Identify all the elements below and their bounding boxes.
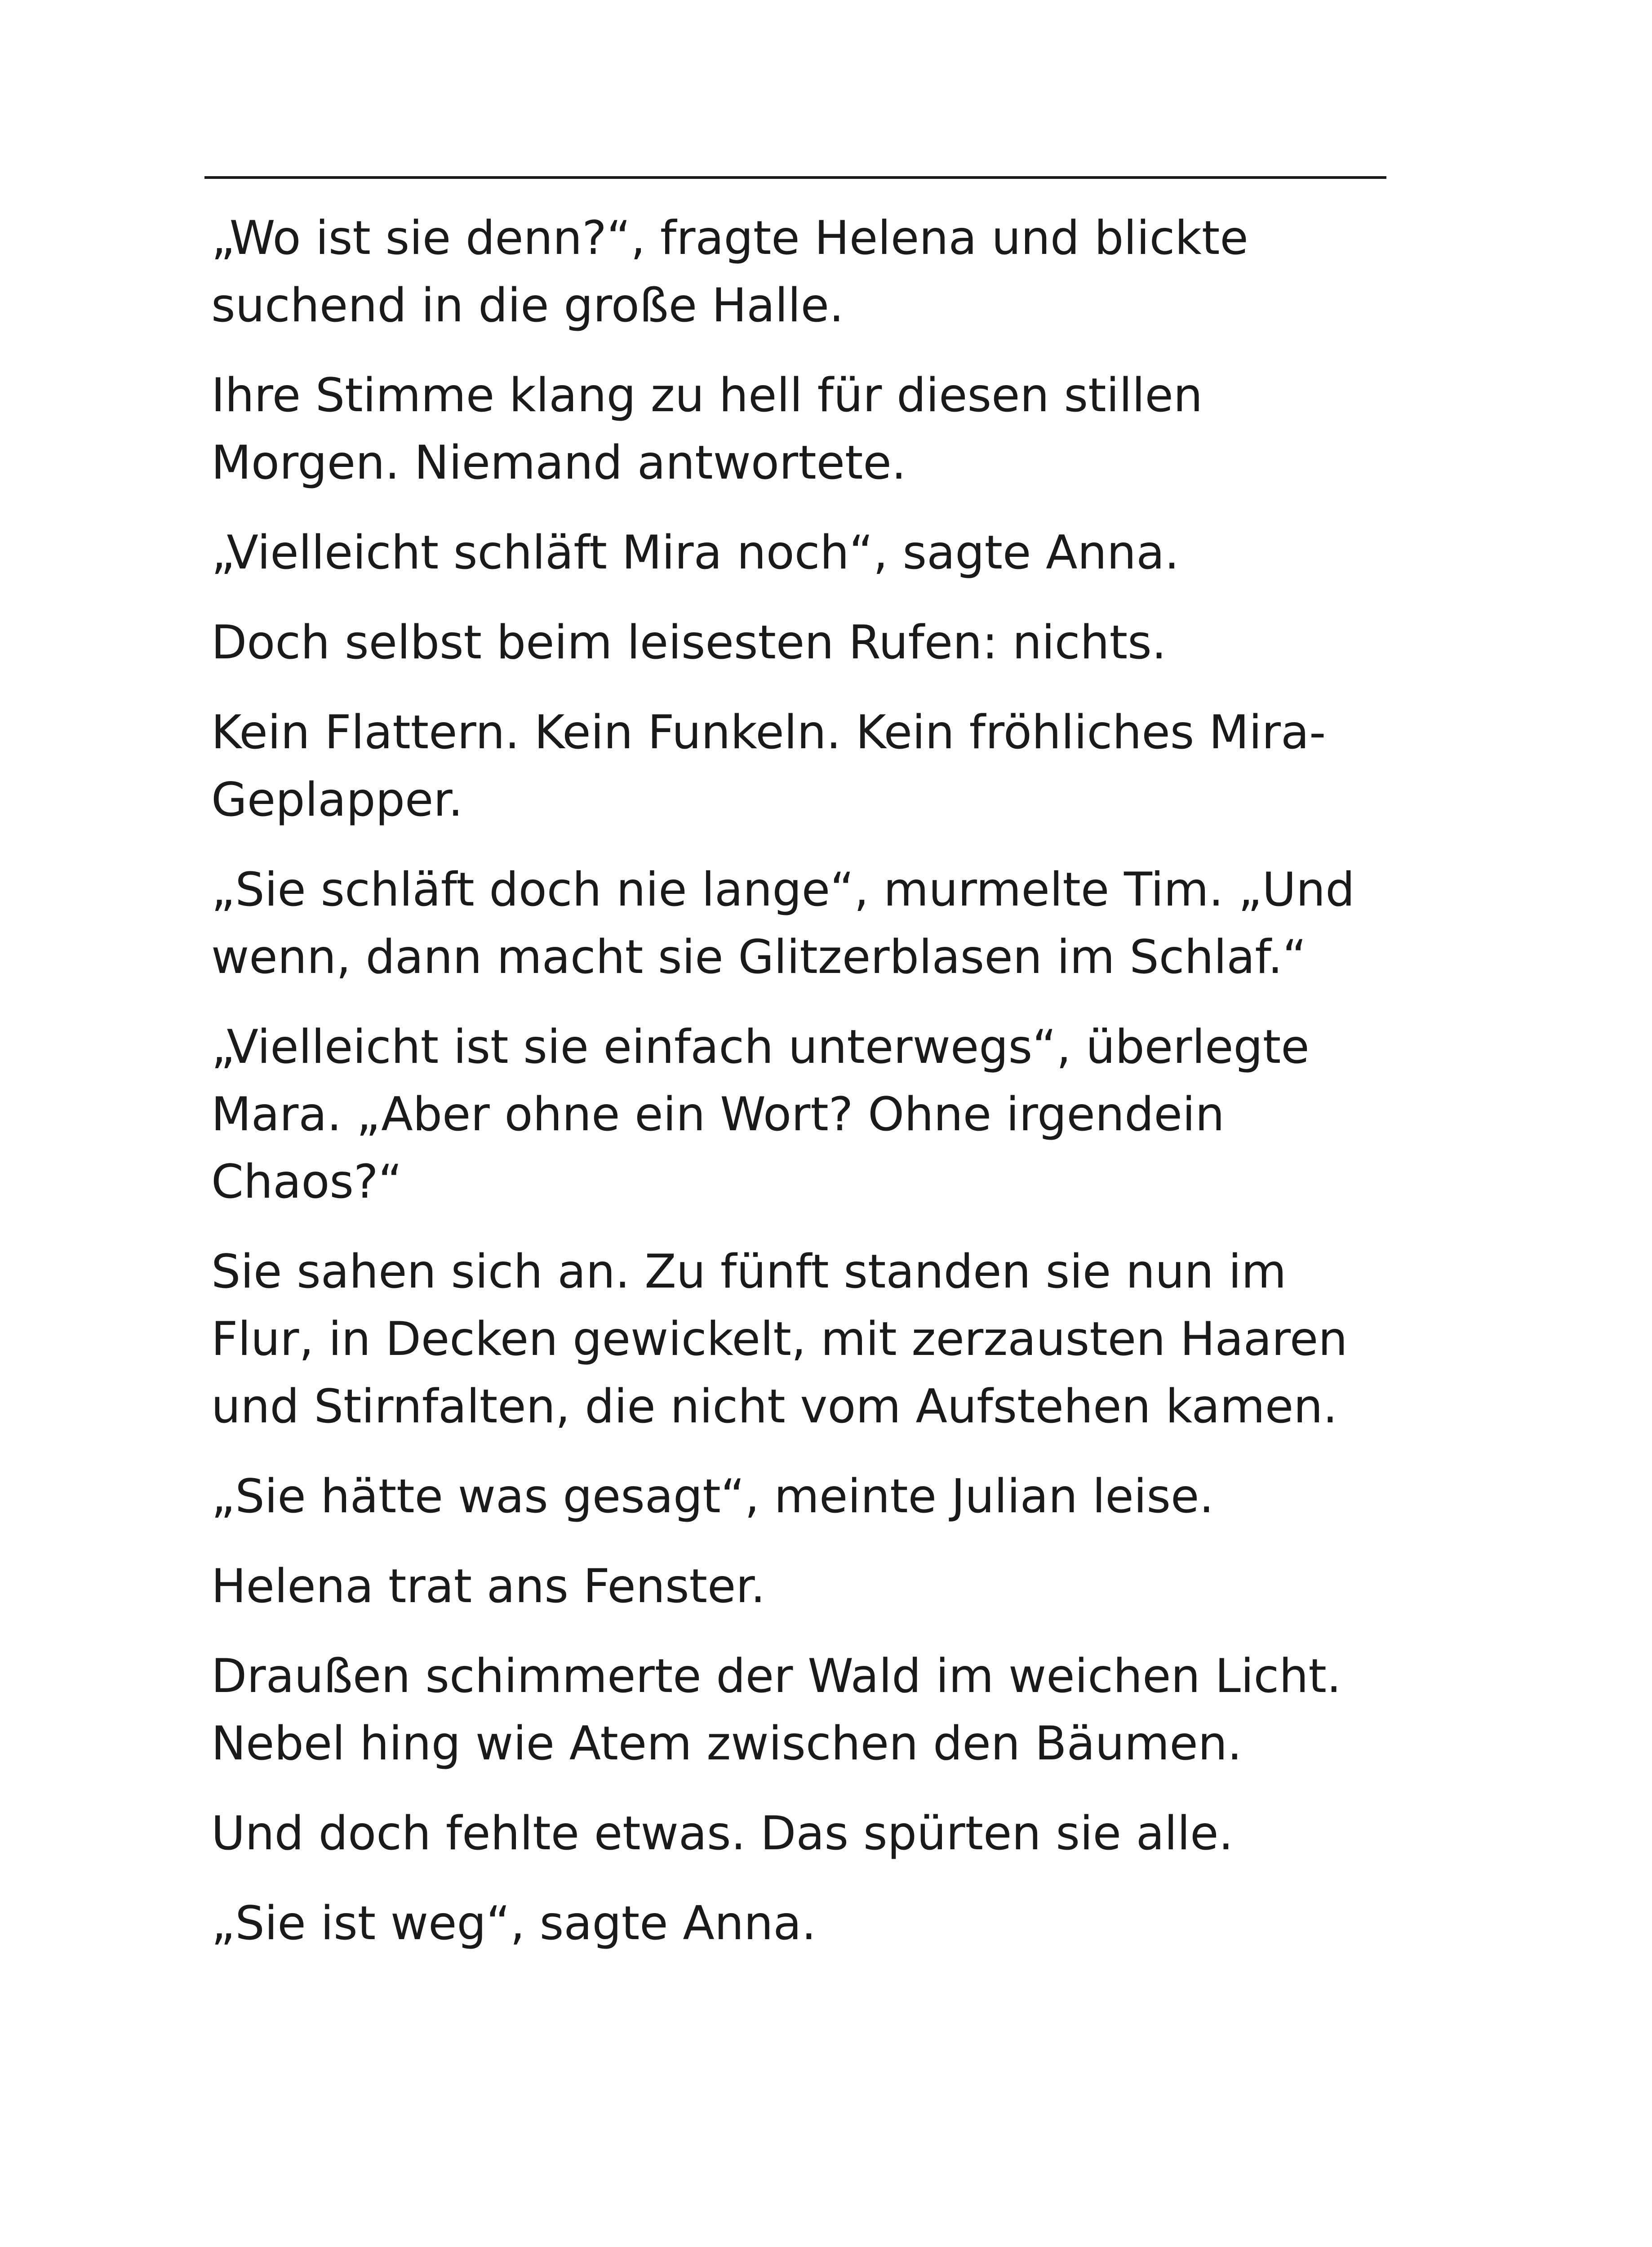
paragraph: „Sie ist weg“, sagte Anna. [211, 1896, 817, 1950]
paragraph: „Vielleicht ist sie einfach unterwegs“, überlegte Mara. „Aber ohne ein Wort? Ohne irgendein Chaos?“ [211, 1020, 1310, 1209]
body-text [211, 204, 1398, 1980]
paragraph: Helena trat ans Fenster. [211, 1559, 766, 1613]
header-rule [204, 176, 1386, 179]
paragraph: Draußen schimmerte der Wald im weichen Licht. Nebel hing wie Atem zwischen den Bäumen. [211, 1649, 1341, 1771]
paragraph: „Vielleicht schläft Mira noch“, sagte Anna. [211, 526, 1180, 580]
paragraph: Und doch fehlte etwas. Das spürten sie alle. [211, 1807, 1234, 1861]
paragraph: „Sie schläft doch nie lange“, murmelte Tim. „Und wenn, dann macht sie Glitzerblasen im Schlaf.“ [211, 863, 1355, 984]
paragraph: „Wo ist sie denn?“, fragte Helena und blickte suchend in die große Halle. [211, 211, 1248, 333]
paragraph: Kein Flattern. Kein Funkeln. Kein fröhliches Mira-Geplapper. [211, 706, 1326, 827]
paragraph: Doch selbst beim leisesten Rufen: nichts. [211, 616, 1167, 670]
paragraph: Ihre Stimme klang zu hell für diesen stillen Morgen. Niemand antwortete. [211, 369, 1203, 490]
paragraph: Sie sahen sich an. Zu fünft standen sie nun im Flur, in Decken gewickelt, mit zerzausten Haaren und Stirnfalten, die nicht vom Aufstehen kamen. [211, 1245, 1348, 1434]
paragraph: „Sie hätte was gesagt“, meinte Julian leise. [211, 1470, 1214, 1523]
